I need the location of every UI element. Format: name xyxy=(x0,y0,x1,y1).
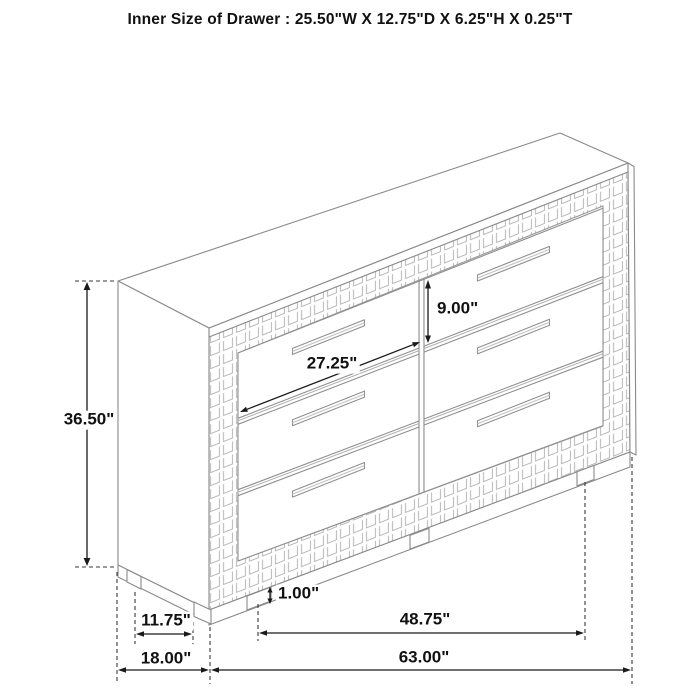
left-side-panel xyxy=(118,281,209,610)
dimension-label-overall-height: 36.50" xyxy=(63,409,115,429)
center-divider xyxy=(419,279,424,494)
dimension-label-overall-width: 63.00" xyxy=(398,647,450,667)
dimension-label-drawer-front-width: 27.25" xyxy=(306,353,358,373)
dimension-label-base-height: 1.00" xyxy=(278,583,320,603)
dimension-label-feet-span-depth: 11.75" xyxy=(141,610,191,630)
dresser-cabinet xyxy=(118,133,636,625)
page-title: Inner Size of Drawer : 25.50"W X 12.75"D X 6.25"H X 0.25"T xyxy=(127,11,573,28)
dimension-label-drawer-front-height: 9.00" xyxy=(437,298,479,318)
dimension-label-feet-span-width: 48.75" xyxy=(399,609,451,629)
right-side-edge xyxy=(628,163,636,455)
dimension-label-overall-depth: 18.00" xyxy=(140,648,192,668)
